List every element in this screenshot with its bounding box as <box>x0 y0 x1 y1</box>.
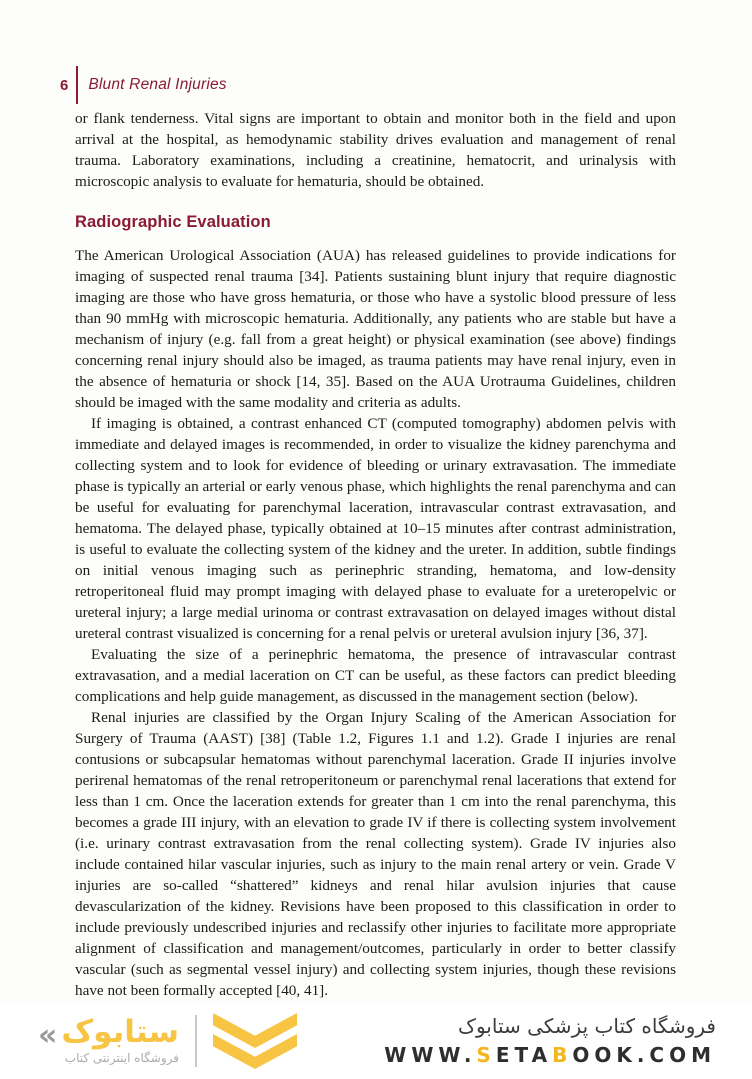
website-url <box>384 1043 716 1067</box>
footer-text-block <box>384 1014 716 1067</box>
logo-tagline: فروشگاه اینترنتی کتاب <box>64 1050 179 1065</box>
url-segment: OOK.COM <box>572 1043 716 1067</box>
setabook-banner <box>0 1002 752 1079</box>
running-header <box>60 66 227 104</box>
paragraph-hematoma-evaluation: Evaluating the size of a perinephric hematoma, the presence of intravascular contrast extravasation, and a medial laceration on CT can be useful, as these factors can predict bleeding complications and help guide management, as discussed in the management section (below). <box>75 646 676 705</box>
url-segment-highlight: B <box>552 1043 573 1067</box>
double-chevron-down-icon <box>211 1013 299 1069</box>
url-segment-highlight: S <box>476 1043 496 1067</box>
logo-guillemet-icon: « <box>38 1017 58 1053</box>
logo-divider <box>195 1015 197 1067</box>
article-text <box>75 108 676 1001</box>
running-title: Blunt Renal Injuries <box>88 76 227 93</box>
logo-wordmark-block <box>61 1016 179 1065</box>
header-rule <box>76 66 78 104</box>
store-title: فروشگاه کتاب پزشکی ستابوک <box>458 1014 716 1038</box>
logo-wordmark: ستابوک <box>61 1014 179 1051</box>
paragraph-injury-grading: Renal injuries are classified by the Organ Injury Scaling of the American Association for Surgery of Trauma (AAST) [38] (Table 1.2, Figures 1.1 and 1.2). Grade I injuries are renal contusions or subcapsular hematomas without parenchymal laceration. Grade II injuries involve perirenal hematomas of the renal retroperitoneum or parenchymal renal lacerations that extend for less than 1 cm. Once the laceration extends for greater than 1 cm into the renal parenchyma, this becomes a grade III injury, with an elevation to grade IV if there is collecting system involvement (i.e. urinary contrast extravasation from the renal collecting system). Grade IV injuries also include contained hilar vascular injuries, such as injury to the main renal artery or vein. Grade V injuries are so-called “shattered” kidneys and renal hilar avulsion injuries that cause devascularization of the kidney. Revisions have been proposed to this classification in order to include previously undescribed injuries and reclassify other injuries to facilitate more appropriate alignment of classification and management/outcomes, particularly in order to better classify vascular (such as segmental vessel injury) and collecting system injuries, though these revisions have not been formally accepted [40, 41]. <box>75 709 676 999</box>
page-number: 6 <box>60 76 69 94</box>
paragraph-aua-guidelines: The American Urological Association (AUA) has released guidelines to provide indications for imaging of suspected renal trauma [34]. Patients sustaining blunt injury that require diagnostic imaging are those who have gross hematuria, or those who have a systolic blood pressure of less than 90 mmHg with microscopic hematuria. Additionally, any patients who are stable but have a mechanism of injury (e.g. fall from a great height) or physical examination (see above) findings concerning renal injury should also be imaged, as trauma patients may have renal injury, even in the absence of hematuria or shock [14, 35]. Based on the AUA Urotrauma Guidelines, children should be imaged with the same modality and criteria as adults. <box>75 247 676 411</box>
url-segment: WWW. <box>384 1043 477 1067</box>
paragraph-ct-imaging: If imaging is obtained, a contrast enhanced CT (computed tomography) abdomen pelvis with immediate and delayed images is recommended, in order to visualize the kidney parenchyma and collecting system and to look for evidence of bleeding or urinary extravasation. The immediate phase is typically an arterial or early venous phase, which highlights the renal parenchyma and can be useful for evaluating for parenchymal laceration, intravascular contrast extravasation, and hematoma. The delayed phase, typically obtained at 10–15 minutes after contrast administration, is useful to evaluate the collecting system of the kidney and the ureter. In addition, subtle findings on initial venous imaging such as perinephric stranding, hematoma, and low-density retroperitoneal fluid may prompt imaging with delayed phase to evaluate for a ureteropelvic or ureteral injury; a large medial urinoma or contrast extravasation on delayed images without distal ureteral contrast visualized is concerning for a renal pelvis or ureteral avulsion injury [36, 37]. <box>75 415 676 642</box>
setabook-logo <box>38 1013 299 1069</box>
paragraph-continued: or flank tenderness. Vital signs are important to obtain and monitor both in the field and upon arrival at the hospital, as hemodynamic stability drives evaluation and management of renal trauma. Laboratory examinations, including a creatinine, hematocrit, and urinalysis with microscopic analysis to evaluate for hematuria, should be obtained. <box>75 110 676 190</box>
section-heading: Radiographic Evaluation <box>75 213 271 231</box>
url-segment: ETA <box>495 1043 553 1067</box>
